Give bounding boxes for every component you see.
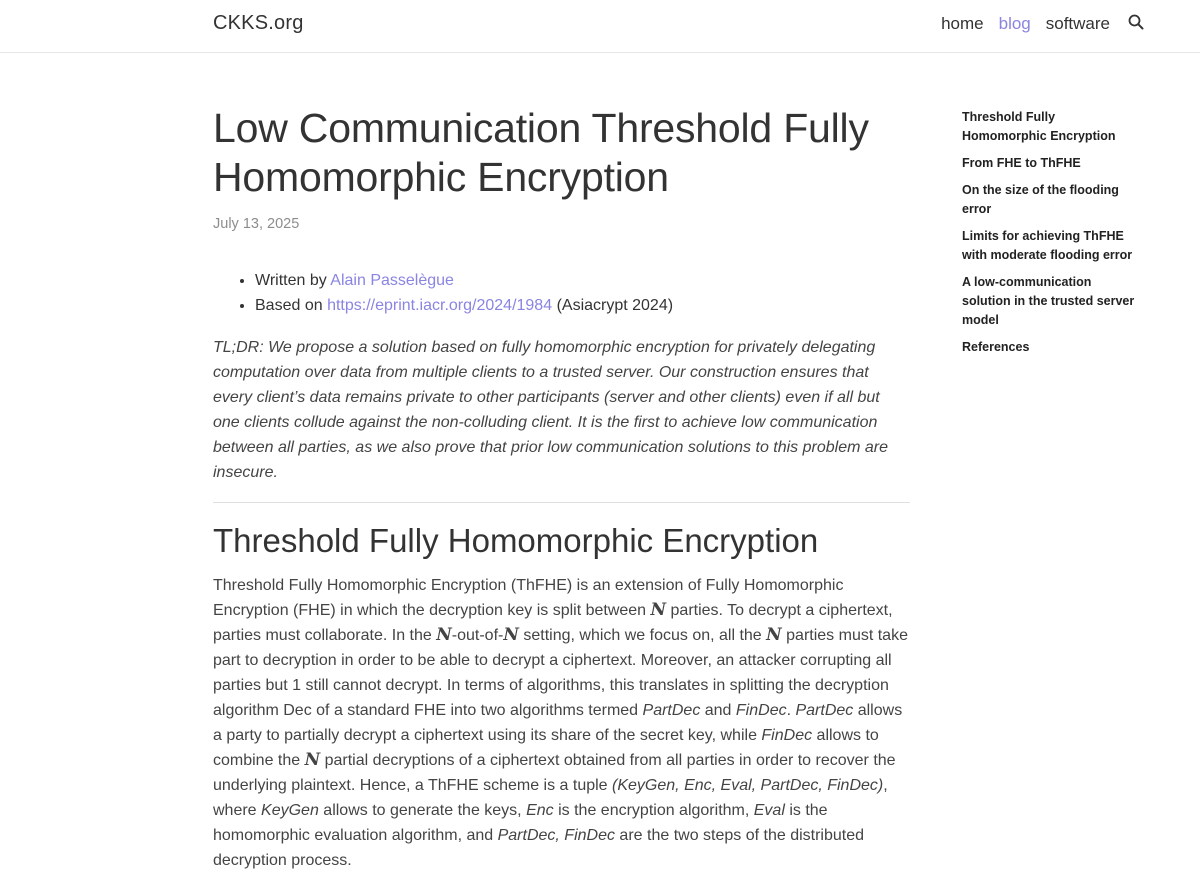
written-by-label: Written by (255, 272, 331, 289)
toc-item[interactable]: On the size of the flooding error (962, 183, 1119, 216)
math-n: N (304, 750, 321, 770)
site-brand[interactable]: CKKS.org (213, 12, 304, 34)
list-item (255, 268, 910, 293)
math-n: N (650, 600, 667, 620)
section-divider (213, 502, 910, 503)
article-meta-list (213, 268, 910, 318)
list-item (255, 293, 910, 318)
table-of-contents (962, 108, 1142, 365)
article-content (213, 104, 910, 873)
based-on-label: Based on (255, 297, 328, 314)
nav-links (926, 14, 1144, 34)
nav-link-software[interactable]: software (1045, 14, 1110, 33)
toc-item[interactable]: References (962, 340, 1030, 354)
paper-link[interactable]: https://eprint.iacr.org/2024/1984 (327, 297, 553, 314)
math-n: N (766, 625, 782, 645)
section-heading: Threshold Fully Homomorphic Encryption (213, 522, 819, 559)
toc-item[interactable]: A low-communication solution in the trusted server model (962, 275, 1135, 327)
nav-link-home[interactable]: home (941, 14, 984, 33)
tldr-paragraph: TL;DR: We propose a solution based on fully homomorphic encryption for privately delegating computation over data from multiple clients to a trusted server. Our construction ensures that every client’s data remains private to other participants (server and other clients) even if all but one clients collude against the non-colluding client. It is the first to achieve low communication between all parties, as we also prove that prior low communication solutions to this problem are insecure. (213, 339, 888, 481)
nav-link-blog[interactable]: blog (998, 14, 1031, 33)
math-n: N (503, 625, 519, 645)
top-navbar (0, 0, 1200, 53)
section-paragraph: Threshold Fully Homomorphic Encryption (ThFHE) is an extension of Fully Homomorphic Encryption (FHE) in which the decryption key is split between N parties. To decrypt a ciphertext, parties must collaborate. In the N-out-of-N setting, which we focus on, all the N parties must take part to decryption in order to be able to decrypt a ciphertext. Moreover, an attacker corrupting all parties but 1 still cannot decrypt. In terms of algorithms, this translates in splitting the decryption algorithm Dec of a standard FHE into two algorithms termed PartDec and FinDec. PartDec allows a party to partially decrypt a ciphertext using its share of the secret key, while FinDec allows to combine the N partial decryptions of a ciphertext obtained from all parties in order to recover the underlying plaintext. Hence, a ThFHE scheme is a tuple (KeyGen, Enc, Eval, PartDec, FinDec), where KeyGen allows to generate the keys, Enc is the encryption algorithm, Eval is the homomorphic evaluation algorithm, and PartDec, FinDec are the two steps of the distributed decryption process. (213, 577, 908, 869)
article-date: July 13, 2025 (213, 216, 300, 232)
article-title: Low Communication Threshold Fully Homomorphic Encryption (213, 105, 869, 200)
math-n: N (436, 625, 452, 645)
author-link[interactable]: Alain Passelègue (330, 272, 454, 289)
toc-item[interactable]: From FHE to ThFHE (962, 156, 1081, 170)
toc-item[interactable]: Threshold Fully Homomorphic Encryption (962, 110, 1116, 143)
toc-item[interactable]: Limits for achieving ThFHE with moderate flooding error (962, 229, 1133, 262)
search-icon[interactable] (1128, 14, 1144, 30)
venue-text: (Asiacrypt 2024) (556, 297, 674, 314)
